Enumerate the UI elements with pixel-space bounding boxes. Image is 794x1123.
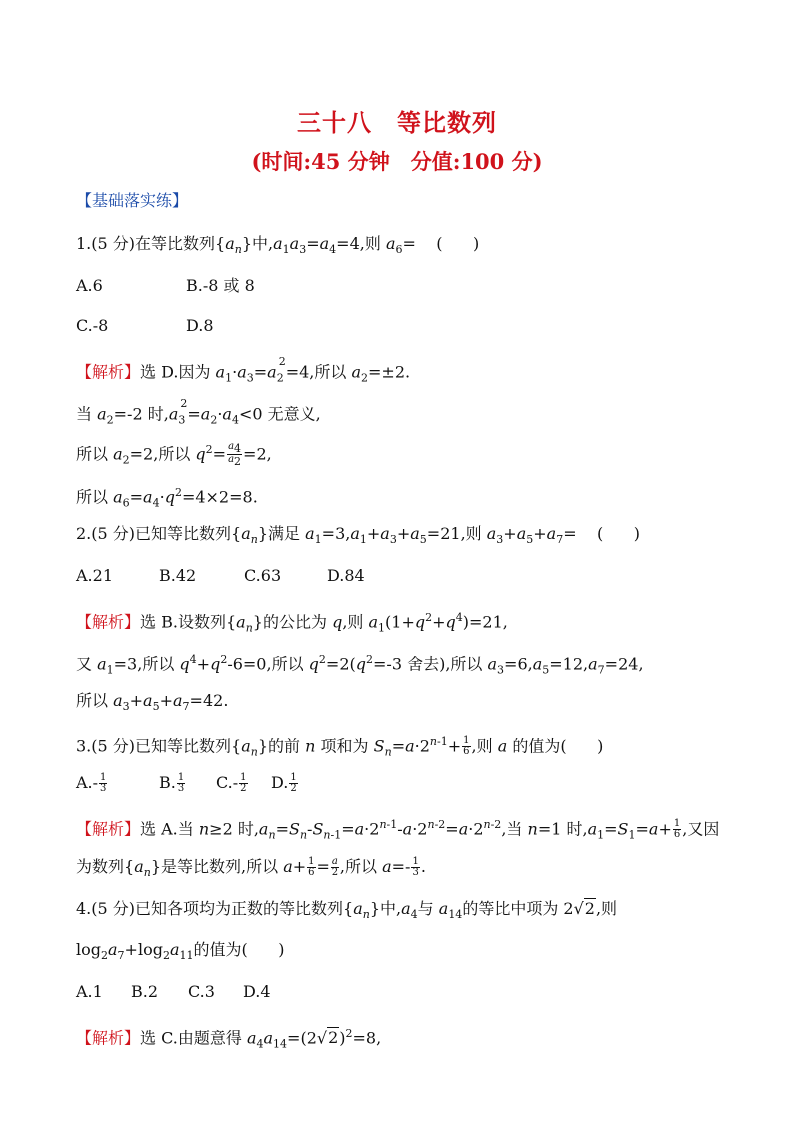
section-label: 【基础落实练】 [76,191,189,210]
question-4-stem-2: $\log_2a_7+\log_2a_{11}$的值为( ) [76,940,285,963]
q1-option-b: B.-8 或 8 [186,276,255,295]
analysis-tag: 【解析】 [76,362,141,382]
analysis-tag: 【解析】 [76,819,141,839]
question-2-solution-1: 【解析】选 B.设数列$\{a_n\}$的公比为 q,则 $a_1(1+q^2+q^4)=21$, [76,611,508,635]
q3-option-d: D. $\frac{1}{2}$ [271,772,297,794]
q1-option-a: A.6 [76,276,103,295]
question-3-solution-1: 【解析】选 A.当 n≥2 时$,a_n=S_n-S_{n-1}=a\cdot 2^{n-1}-a\cdot 2^{n-2}=a\cdot 2^{n-2}$,当 n=1 时$,a_1=S_1=a+$ $\frac{1}{6}$ ,又因 [76,818,720,842]
q2-option-b: B.42 [159,566,197,585]
question-1-solution-3: 所以 $a_2=2$,所以 $q^2=$ $\frac{a_4}{a_2}$ =2, [76,441,272,469]
q4-option-a: A.1 [76,982,103,1001]
question-3-solution-2: 为数列$\{a_n\}$是等比数列,所以 a+ $\frac{1}{6}$ = $\frac{a}{2}$ ,所以 a=- $\frac{1}{3}$ . [76,856,426,880]
question-1-solution-4: 所以 $a_6=a_4\cdot q^2=4\times 2=8$. [76,486,258,510]
q4-option-d: D.4 [243,982,271,1001]
q2-option-a: A.21 [76,566,113,585]
question-1-options-row-1 [76,276,255,296]
analysis-tag: 【解析】 [76,612,141,632]
q1-option-d: D.8 [186,316,214,335]
q2-option-d: D.84 [327,566,365,585]
q3-option-a: A.- $\frac{1}{3}$ [76,772,107,794]
question-1-stem: 1.(5 分)在等比数列$\{a_n\}$中$,a_1a_3=a_4=4$,则 $a_6=$ ( ) [76,234,480,257]
question-1-solution-1: 【解析】选 D.因为 $a_1\cdot a_3=a_2^2=4$,所以 $a_2=\pm 2$. [76,355,411,385]
q2-option-c: C.63 [244,566,282,585]
question-1-solution-2: 当 $a_2=-2$ 时$,a_3^2=a_2\cdot a_4<0$ 无意义, [76,397,321,427]
q4-option-c: C.3 [188,982,215,1001]
q3-option-c: C.- $\frac{1}{2}$ [216,772,247,794]
question-3-options [76,773,299,794]
question-1-options-row-2 [76,316,214,336]
q1-option-c: C.-8 [76,316,109,335]
question-4-solution-1: 【解析】选 C.由题意得 $a_4a_{14}=(2√2)^2=8$, [76,1027,382,1051]
question-2-options [76,566,365,586]
question-4-options [76,982,271,1002]
question-4-stem-1: 4.(5 分)已知各项均为正数的等比数列$\{a_n\}$中$,a_4$与 $a_{14}$的等比中项为 2√2,则 [76,899,618,922]
question-2-solution-3: 所以 $a_3+a_5+a_7=42$. [76,691,229,714]
q3-option-b: B. $\frac{1}{3}$ [159,772,185,794]
page-subtitle: (时间:45 分钟 分值:100 分) [251,149,543,174]
page-title: 三十八 等比数列 [297,108,497,137]
q4-option-b: B.2 [131,982,159,1001]
question-2-stem: 2.(5 分)已知等比数列$\{a_n\}$满足 $a_1=3,a_1+a_3+a_5=21$,则 $a_3+a_5+a_7=$ ( ) [76,524,640,547]
analysis-tag: 【解析】 [76,1028,141,1048]
question-2-solution-2: 又 $a_1=3$,所以 $q^4+q^2-6=0$,所以 $q^2=2(q^2=-3$ 舍去),所以 $a_3=6,a_5=12,a_7=24$, [76,653,644,677]
question-3-stem: 3.(5 分)已知等比数列$\{a_n\}$的前 n 项和为 $S_n=a\cdot 2^{n-1}+$ $\frac{1}{6}$ ,则 a 的值为( ) [76,735,604,759]
